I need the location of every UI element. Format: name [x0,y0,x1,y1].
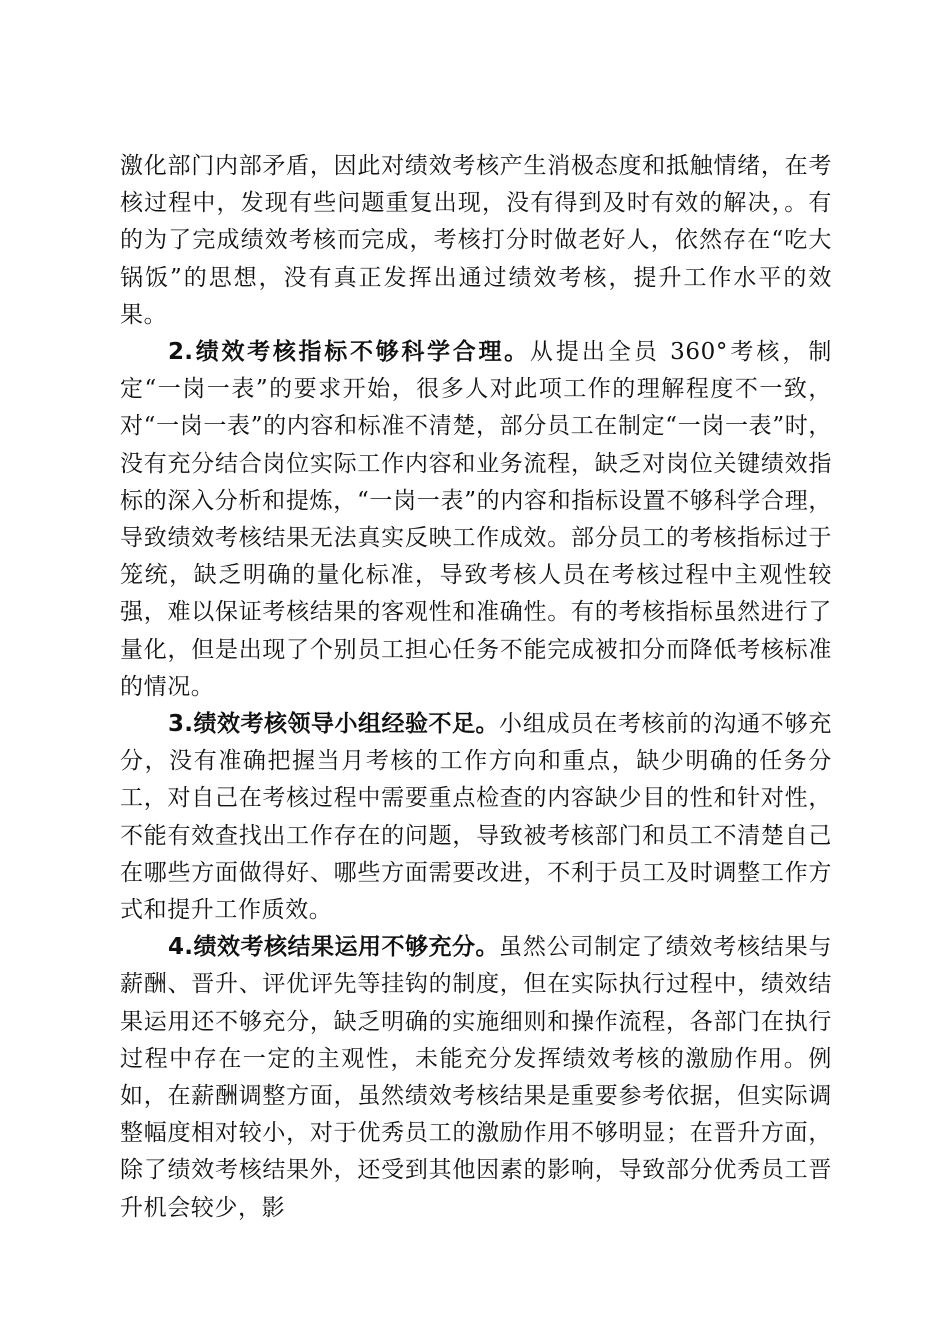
paragraph-heading: 2.绩效考核指标不够科学合理。 [168,339,530,366]
paragraph-item-4 [120,929,832,1227]
paragraph-text: 从提出全员 360°考核，制定“一岗一表”的要求开始，很多人对此项工作的理解程度不一致，对“一岗一表”的内容和标准不清楚，部分员工在制定“一岗一表”时，没有充分结合岗位实际工作内容和业务流程，缺乏对岗位关键绩效指标的深入分析和提炼，“一岗一表”的内容和指标设置不够科学合理，导致绩效考核结果无法真实反映工作成效。部分员工的考核指标过于笼统，缺乏明确的量化标准，导致考核人员在考核过程中主观性较强，难以保证考核结果的客观性和准确性。有的考核指标虽然进行了量化，但是出现了个别员工担心任务不能完成被扣分而降低考核标准的情况。 [120,339,832,700]
paragraph-text: 激化部门内部矛盾，因此对绩效考核产生消极态度和抵触情绪，在考核过程中，发现有些问题重复出现，没有得到及时有效的解决，。有的为了完成绩效考核而完成，考核打分时做老好人，依然存在“吃大锅饭”的思想，没有真正发挥出通过绩效考核，提升工作水平的效果。 [120,153,832,328]
paragraph-text: 小组成员在考核前的沟通不够充分，没有准确把握当月考核的工作方向和重点，缺少明确的任务分工，对自己在考核过程中需要重点检查的内容缺少目的性和针对性，不能有效查找出工作存在的问题，导致被考核部门和员工不清楚自己在哪些方面做得好、哪些方面需要改进，不利于员工及时调整工作方式和提升工作质效。 [120,711,832,924]
paragraph-text: 虽然公司制定了绩效考核结果与薪酬、晋升、评优评先等挂钩的制度，但在实际执行过程中，绩效结果运用还不够充分，缺乏明确的实施细则和操作流程，各部门在执行过程中存在一定的主观性，未能充分发挥绩效考核的激励作用。例如，在薪酬调整方面，虽然绩效考核结果是重要参考依据，但实际调整幅度相对较小，对于优秀员工的激励作用不够明显；在晋升方面，除了绩效考核结果外，还受到其他因素的影响，导致部分优秀员工晋升机会较少，影 [120,934,832,1221]
paragraph-continuation [120,148,832,334]
document-body [120,148,832,1227]
paragraph-item-2 [120,334,832,706]
paragraph-heading: 3.绩效考核领导小组经验不足。 [168,711,500,738]
paragraph-heading: 4.绩效考核结果运用不够充分。 [168,934,500,961]
paragraph-item-3 [120,706,832,929]
